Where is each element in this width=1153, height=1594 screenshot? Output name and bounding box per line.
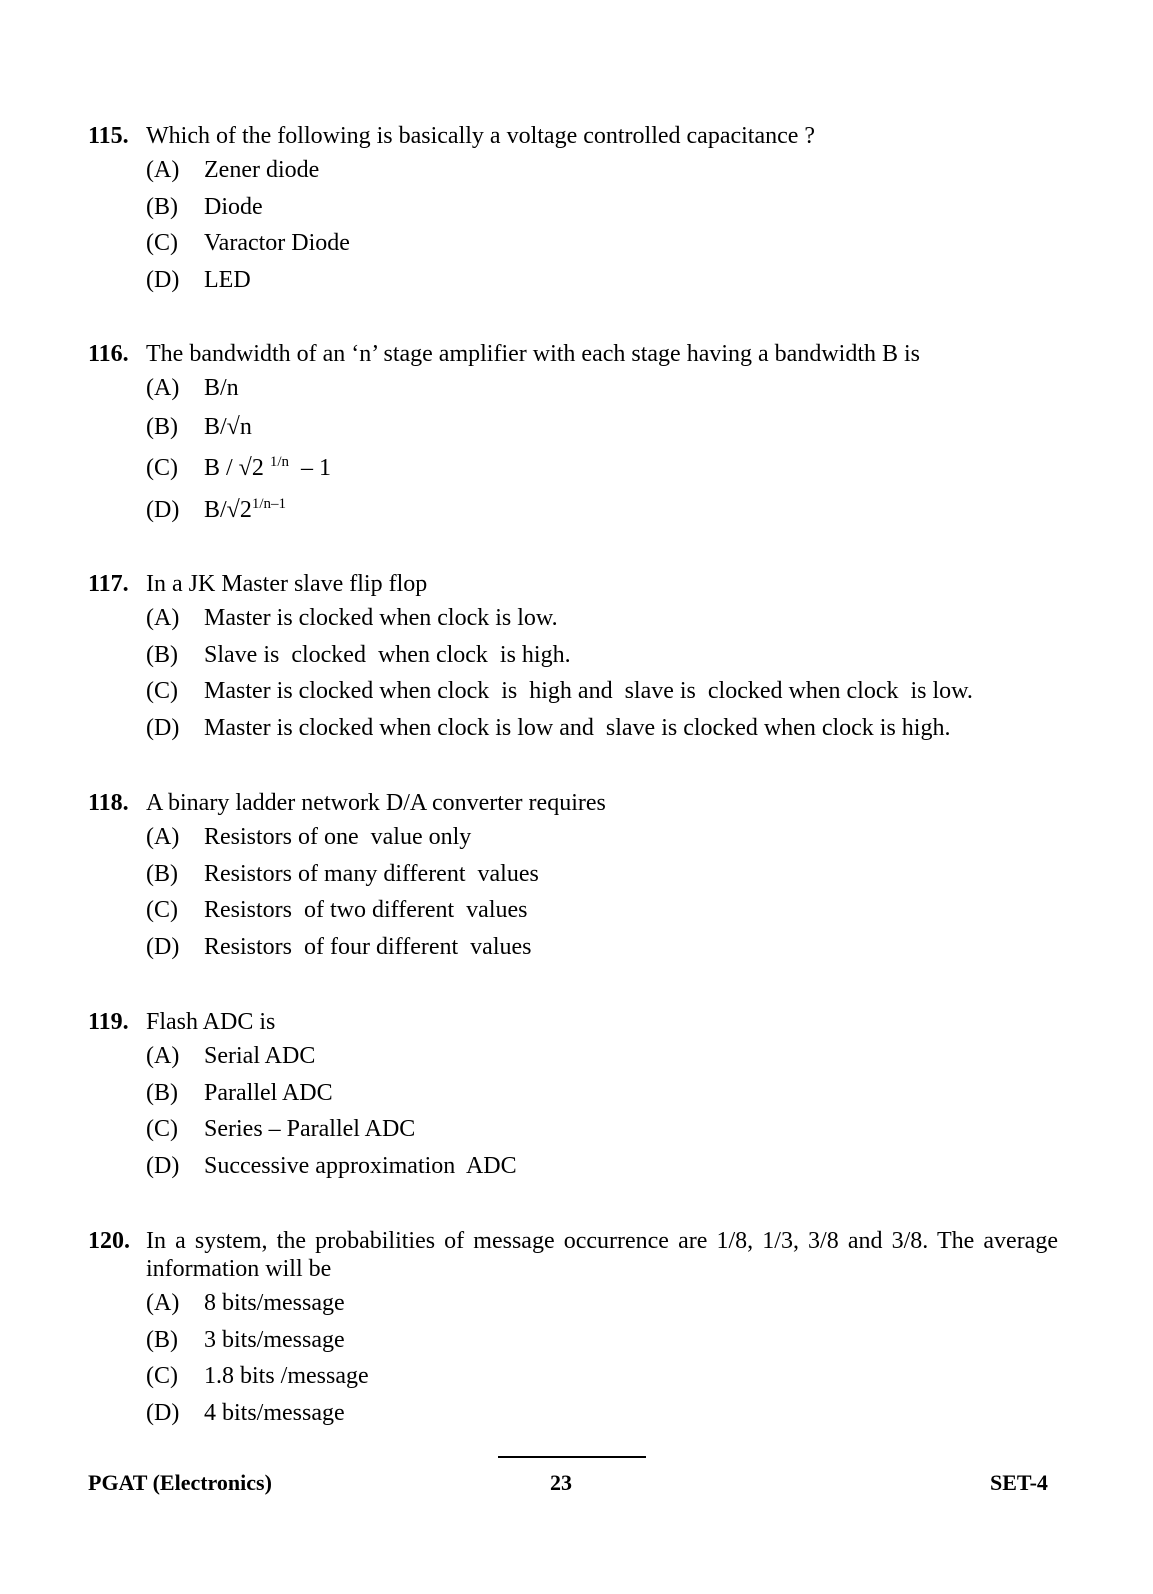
option-label: (B) xyxy=(146,860,178,887)
question-stem xyxy=(88,122,1058,150)
option-b xyxy=(146,856,1058,893)
option-label: (A) xyxy=(146,1043,180,1069)
option-text: Master is clocked when clock is low. xyxy=(204,605,558,631)
question-stem xyxy=(88,340,1058,368)
option-label: (A) xyxy=(146,375,180,401)
option-text: 3 bits/message xyxy=(204,1326,345,1353)
question-stem xyxy=(88,570,1058,598)
option-text: Slave is clocked when clock is high. xyxy=(204,641,571,668)
option-b xyxy=(146,1322,1058,1359)
option-a xyxy=(146,1285,1058,1322)
option-a xyxy=(146,370,1058,407)
option-label: (A) xyxy=(146,1290,180,1316)
footer-set: SET-4 xyxy=(990,1470,1048,1495)
option-d xyxy=(146,929,1058,966)
question-text: A binary ladder network D/A converter requires xyxy=(146,790,606,816)
formula-suffix: – 1 xyxy=(289,454,332,481)
formula-base: B / √2 xyxy=(204,454,264,481)
option-label: (C) xyxy=(146,678,178,704)
option-text: Series – Parallel ADC xyxy=(204,1116,416,1142)
option-text: 4 bits/message xyxy=(204,1399,345,1426)
option-label: (B) xyxy=(146,1326,178,1353)
question-text: In a JK Master slave flip flop xyxy=(146,571,428,597)
question-stem xyxy=(88,1227,1058,1283)
option-label: (C) xyxy=(146,230,178,256)
option-text: Parallel ADC xyxy=(204,1079,333,1106)
question-text: Which of the following is basically a voltage controlled capacitance ? xyxy=(146,123,816,149)
question-number: 120. xyxy=(88,1228,130,1254)
option-label: (B) xyxy=(146,1079,178,1106)
option-label: (D) xyxy=(146,1152,180,1179)
option-a xyxy=(146,819,1058,856)
option-b xyxy=(146,637,1058,674)
option-label: (C) xyxy=(146,1116,178,1142)
formula-base: B/√2 xyxy=(204,496,252,523)
option-b xyxy=(146,189,1058,226)
option-c xyxy=(146,1358,1058,1395)
option-b xyxy=(146,1075,1058,1112)
option-text: B/n xyxy=(204,375,239,401)
option-text: B/√n xyxy=(204,413,252,440)
question-115 xyxy=(88,122,1058,298)
option-text xyxy=(204,447,331,489)
option-text: Successive approximation ADC xyxy=(204,1152,517,1179)
option-label: (B) xyxy=(146,413,178,440)
option-label: (C) xyxy=(146,454,178,481)
option-c xyxy=(146,1111,1058,1148)
option-label: (D) xyxy=(146,714,180,741)
option-text: Master is clocked when clock is low and slave is clocked when clock is high. xyxy=(204,714,951,741)
footer-divider xyxy=(498,1456,646,1458)
option-a xyxy=(146,600,1058,637)
option-label: (D) xyxy=(146,933,180,960)
option-d xyxy=(146,710,1058,747)
question-stem xyxy=(88,789,1058,817)
option-a xyxy=(146,1038,1058,1075)
option-label: (B) xyxy=(146,193,178,220)
question-text: In a system, the probabilities of message occurrence are 1/8, 1/3, 3/8 and 3/8. The average information will be xyxy=(146,1228,1058,1282)
option-c xyxy=(146,673,1058,710)
question-117 xyxy=(88,570,1058,746)
formula-exponent: 1/n xyxy=(269,453,290,470)
option-d xyxy=(146,1395,1058,1432)
question-120 xyxy=(88,1227,1058,1431)
footer-subject: PGAT (Electronics) xyxy=(88,1470,272,1495)
question-number: 117. xyxy=(88,571,129,597)
question-number: 119. xyxy=(88,1009,129,1035)
option-text: Diode xyxy=(204,193,263,220)
question-text: Flash ADC is xyxy=(146,1009,276,1035)
option-label: (D) xyxy=(146,1399,180,1426)
option-label: (D) xyxy=(146,266,180,293)
option-b xyxy=(146,407,1058,447)
question-number: 115. xyxy=(88,123,129,149)
option-label: (A) xyxy=(146,157,180,183)
option-text: Resistors of many different values xyxy=(204,860,539,887)
question-118 xyxy=(88,789,1058,965)
question-text: The bandwidth of an ‘n’ stage amplifier with each stage having a bandwidth B is xyxy=(146,341,920,367)
option-text: Master is clocked when clock is high and slave is clocked when clock is low. xyxy=(204,678,973,704)
option-text: Resistors of one value only xyxy=(204,824,472,850)
option-text: Resistors of four different values xyxy=(204,933,532,960)
option-c xyxy=(146,225,1058,262)
option-text: Serial ADC xyxy=(204,1043,316,1069)
option-text: 8 bits/message xyxy=(204,1290,345,1316)
question-116 xyxy=(88,340,1058,531)
option-d xyxy=(146,489,1058,531)
option-text xyxy=(204,489,286,531)
option-c xyxy=(146,892,1058,929)
option-d xyxy=(146,1148,1058,1185)
option-text: Varactor Diode xyxy=(204,230,350,256)
option-a xyxy=(146,152,1058,189)
option-text: 1.8 bits /message xyxy=(204,1363,369,1389)
question-number: 118. xyxy=(88,790,129,816)
option-label: (C) xyxy=(146,1363,178,1389)
question-number: 116. xyxy=(88,341,129,367)
option-label: (C) xyxy=(146,897,178,923)
page-number: 23 xyxy=(550,1470,572,1495)
option-label: (A) xyxy=(146,605,180,631)
option-text: Resistors of two different values xyxy=(204,897,528,923)
option-label: (B) xyxy=(146,641,178,668)
option-text: LED xyxy=(204,266,251,293)
option-label: (A) xyxy=(146,824,180,850)
question-stem xyxy=(88,1008,1058,1036)
option-d xyxy=(146,262,1058,299)
option-c xyxy=(146,447,1058,489)
option-text: Zener diode xyxy=(204,157,320,183)
question-119 xyxy=(88,1008,1058,1184)
option-label: (D) xyxy=(146,496,180,523)
formula-exponent: 1/n–1 xyxy=(251,495,287,512)
